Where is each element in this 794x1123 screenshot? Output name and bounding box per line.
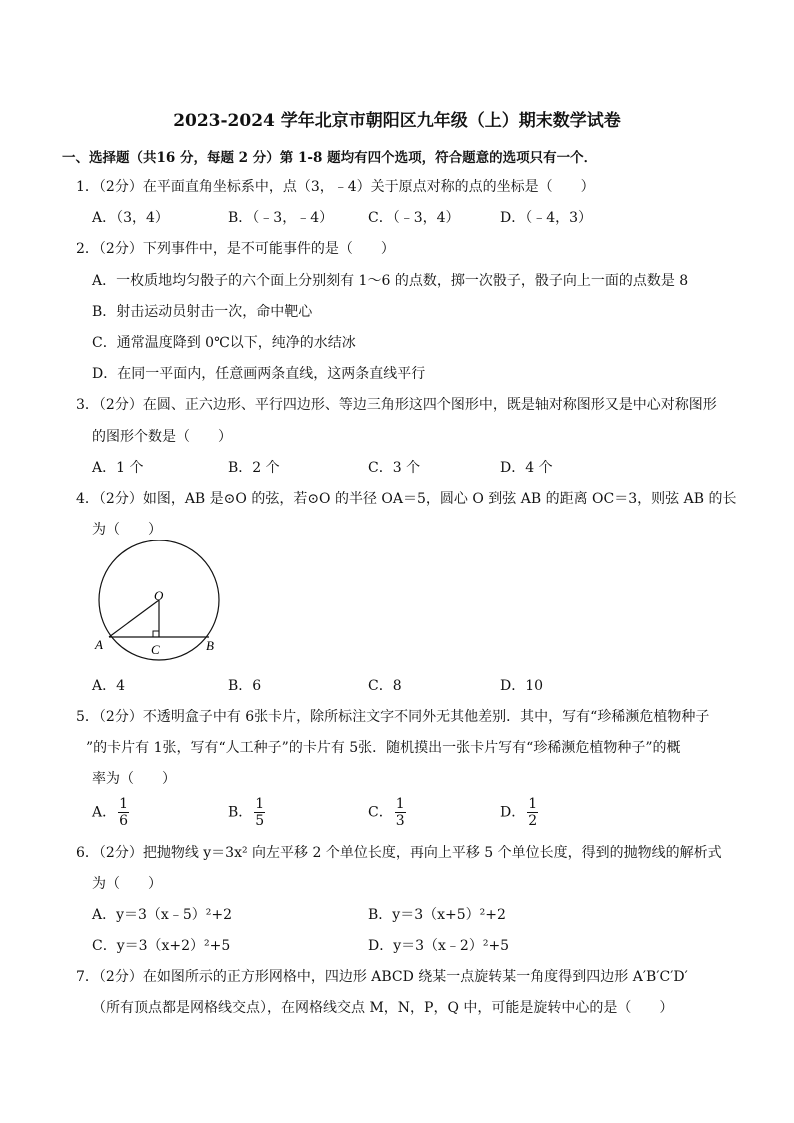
q3-option-b: B．2 个 bbox=[228, 460, 280, 476]
q4-stem-line1: 4．（2分）如图，AB 是⊙O 的弦，若⊙O 的半径 OA＝5，圆心 O 到弦 AB 的距离 OC＝3，则弦 AB 的长 bbox=[76, 491, 737, 507]
q2-option-a: A．一枚质地均匀骰子的六个面上分别刻有 1～6 的点数，掷一次骰子，骰子向上一面的点数是 8 bbox=[92, 273, 689, 289]
q1-stem: 1．（2分）在平面直角坐标系中，点（3，﹣4）关于原点对称的点的坐标是（ ） bbox=[76, 179, 595, 195]
q5-option-c bbox=[368, 796, 406, 829]
q1-option-b: B．（﹣3，﹣4） bbox=[228, 210, 334, 226]
section-heading: 一、选择题（共16 分，每题 2 分）第 1-8 题均有四个选项，符合题意的选项只有一个． bbox=[62, 150, 598, 166]
numerator: 1 bbox=[395, 796, 405, 812]
denominator: 3 bbox=[395, 813, 405, 829]
q1-option-c: C．（﹣3，4） bbox=[368, 210, 460, 226]
page-title: 2023-2024 学年北京市朝阳区九年级（上）期末数学试卷 bbox=[173, 111, 621, 131]
label-o: O bbox=[154, 588, 164, 603]
q7-stem-line1: 7．（2分）在如图所示的正方形网格中，四边形 ABCD 绕某一点旋转某一角度得到四边形 A′B′C′D′ bbox=[76, 969, 688, 985]
numerator: 1 bbox=[119, 796, 129, 812]
q1-option-d: D．（﹣4，3） bbox=[500, 210, 593, 226]
q5-option-a-fraction bbox=[118, 796, 129, 829]
q5-option-a-label: A． bbox=[92, 804, 117, 821]
q2-stem: 2．（2分）下列事件中，是不可能事件的是（ ） bbox=[76, 241, 395, 257]
q6-option-a: A．y＝3（x﹣5）²+2 bbox=[92, 907, 232, 923]
q5-option-c-label: C． bbox=[368, 804, 393, 821]
q1-option-a: A．（3，4） bbox=[92, 210, 169, 226]
q5-option-d-label: D． bbox=[500, 804, 526, 821]
q4-option-c: C．8 bbox=[368, 678, 402, 694]
q4-stem-line2: 为（ ） bbox=[92, 522, 162, 538]
denominator: 5 bbox=[255, 813, 265, 829]
q2-option-b: B．射击运动员射击一次，命中靶心 bbox=[92, 304, 313, 320]
q6-option-c: C．y＝3（x+2）²+5 bbox=[92, 938, 231, 954]
q2-option-d: D．在同一平面内，任意画两条直线，这两条直线平行 bbox=[92, 366, 426, 382]
q6-stem-line2: 为（ ） bbox=[92, 876, 162, 892]
q6-option-d: D．y＝3（x﹣2）²+5 bbox=[368, 938, 510, 954]
q5-option-a bbox=[92, 796, 129, 829]
q5-stem-line1: 5．（2分）不透明盒子中有 6张卡片，除所标注文字不同外无其他差别．其中，写有“珍稀濒危植物种子 bbox=[76, 709, 710, 725]
q7-stem-line2: （所有顶点都是网格线交点），在网格线交点 M，N，P，Q 中，可能是旋转中心的是（ ） bbox=[92, 1000, 674, 1016]
label-b: B bbox=[206, 638, 214, 653]
q5-stem-line2: ”的卡片有 1张，写有“人工种子”的卡片有 5张．随机摸出一张卡片写有“珍稀濒危植物种子”的概 bbox=[86, 740, 681, 756]
q3-option-c: C．3 个 bbox=[368, 460, 421, 476]
label-c: C bbox=[151, 642, 160, 657]
q4-option-a: A．4 bbox=[92, 678, 126, 694]
numerator: 1 bbox=[528, 796, 538, 812]
q4-circle-figure bbox=[86, 540, 236, 665]
q5-stem-line3: 率为（ ） bbox=[92, 771, 176, 787]
right-angle-mark bbox=[153, 631, 159, 637]
q6-option-b: B．y＝3（x+5）²+2 bbox=[368, 907, 506, 923]
q3-option-a: A．1 个 bbox=[92, 460, 144, 476]
q5-option-b-fraction bbox=[254, 796, 265, 829]
q5-option-d-fraction bbox=[527, 796, 538, 829]
q6-stem-line1: 6．（2分）把抛物线 y＝3x² 向左平移 2 个单位长度，再向上平移 5 个单位长度，得到的抛物线的解析式 bbox=[76, 845, 722, 861]
q5-option-c-fraction bbox=[395, 796, 406, 829]
denominator: 6 bbox=[119, 813, 129, 829]
denominator: 2 bbox=[528, 813, 538, 829]
q5-option-b bbox=[228, 796, 265, 829]
q3-option-d: D．4 个 bbox=[500, 460, 553, 476]
q3-stem-line1: 3．（2分）在圆、正六边形、平行四边形、等边三角形这四个图形中，既是轴对称图形又是中心对称图形 bbox=[76, 397, 717, 413]
q2-option-c: C．通常温度降到 0℃以下，纯净的水结冰 bbox=[92, 335, 356, 351]
numerator: 1 bbox=[255, 796, 265, 812]
q4-option-b: B．6 bbox=[228, 678, 262, 694]
q4-option-d: D．10 bbox=[500, 678, 544, 694]
q5-option-d bbox=[500, 796, 538, 829]
q3-stem-line2: 的图形个数是（ ） bbox=[92, 429, 232, 445]
radius-oa bbox=[109, 600, 159, 637]
label-a: A bbox=[95, 637, 103, 652]
q5-option-b-label: B． bbox=[228, 804, 253, 821]
